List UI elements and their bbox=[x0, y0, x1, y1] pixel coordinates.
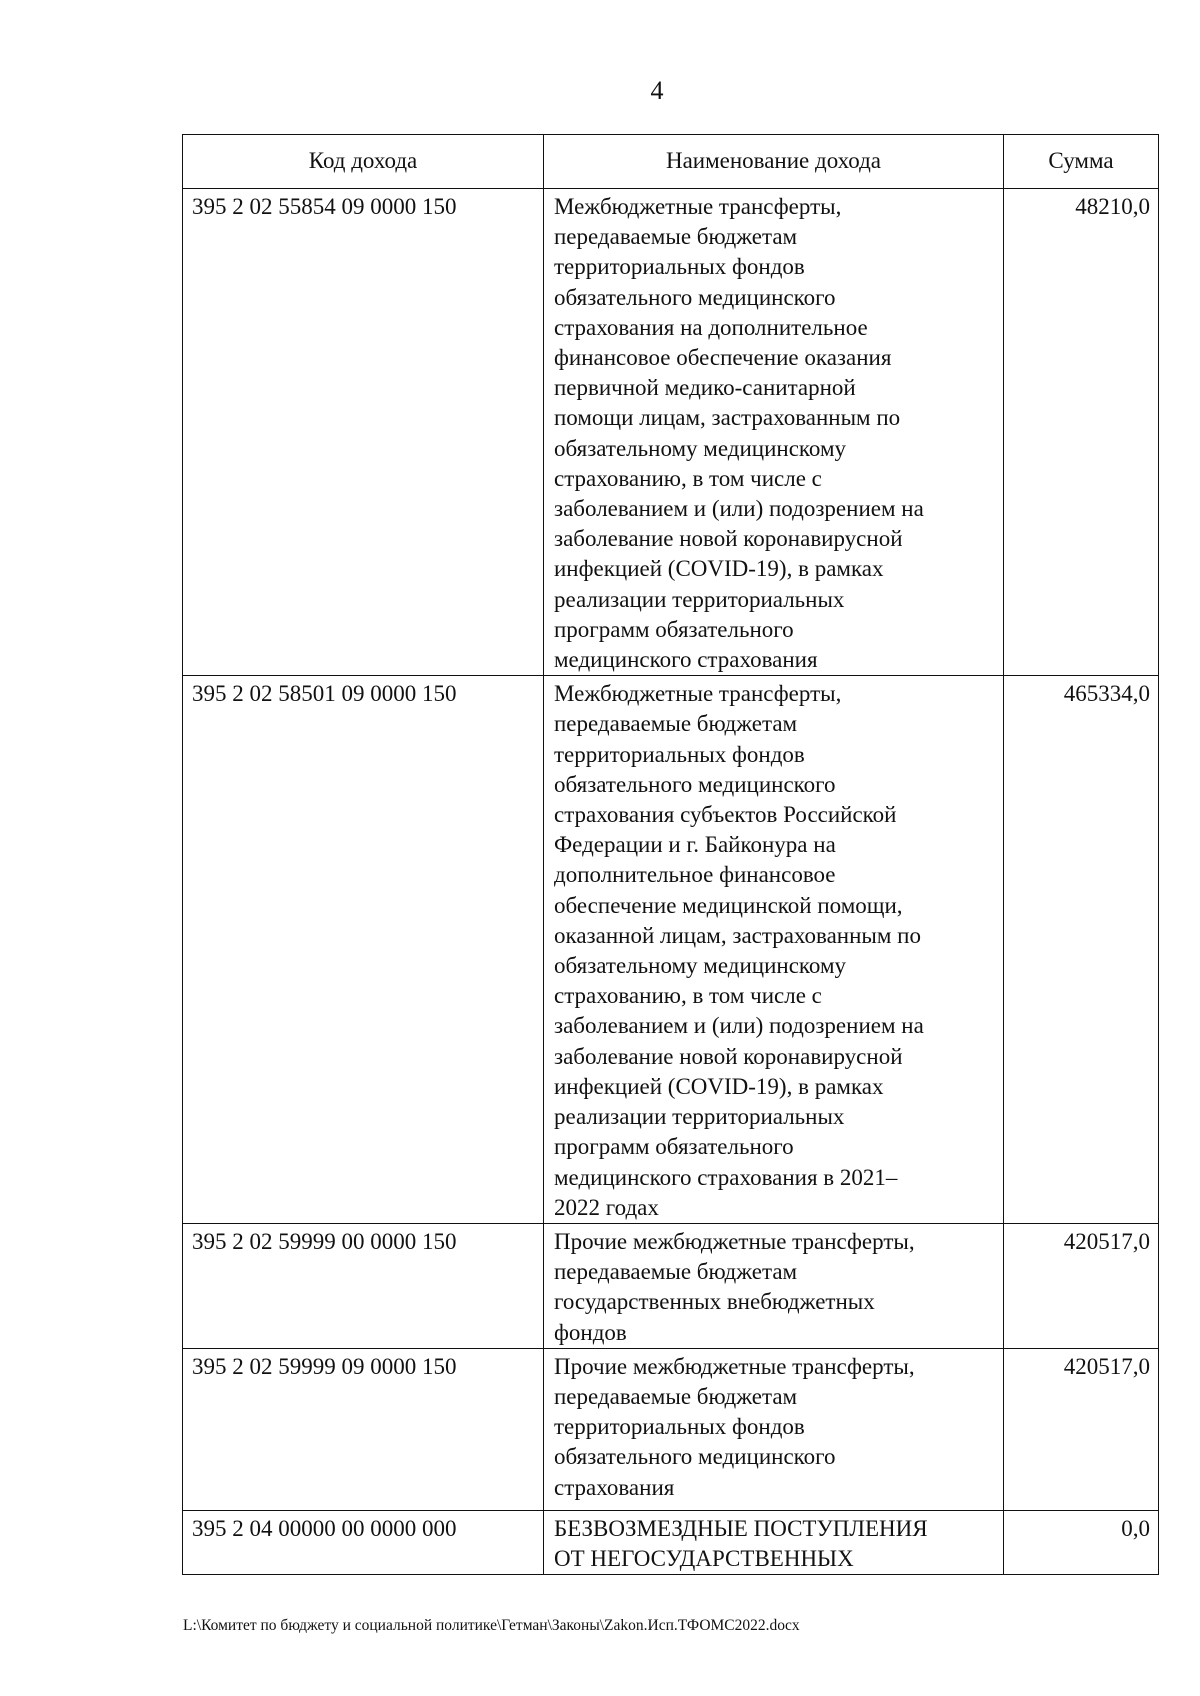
income-name-line: страхования на дополнительное bbox=[554, 314, 868, 340]
income-name-cell bbox=[544, 1510, 1004, 1574]
table-row bbox=[183, 1223, 1159, 1348]
page-number: 4 bbox=[650, 76, 664, 105]
income-name-line: первичной медико-санитарной bbox=[554, 375, 856, 401]
income-name-line: фондов bbox=[554, 1319, 627, 1345]
income-name-line: страхования bbox=[554, 1474, 675, 1500]
income-name-line: программ обязательного bbox=[554, 1134, 794, 1160]
income-name-line: обязательного медицинского bbox=[554, 771, 836, 797]
income-name-line: медицинского страхования bbox=[554, 647, 818, 673]
income-name-line: территориальных фондов bbox=[554, 254, 805, 280]
income-name-line: обеспечение медицинской помощи, bbox=[554, 892, 903, 918]
header-income-code: Код дохода bbox=[183, 135, 544, 189]
income-name-line: заболеванием и (или) подозрением на bbox=[554, 1013, 924, 1039]
income-name-cell bbox=[544, 1348, 1004, 1510]
income-name-line: медицинского страхования в 2021– bbox=[554, 1164, 898, 1190]
income-name-line: инфекцией (COVID-19), в рамках bbox=[554, 1073, 884, 1099]
income-table bbox=[182, 134, 1159, 1575]
income-name-line: обязательного медицинского bbox=[554, 1444, 836, 1470]
income-name-cell bbox=[544, 676, 1004, 1224]
income-name-line: страхованию, в том числе с bbox=[554, 465, 822, 491]
income-name-line: заболевание новой коронавирусной bbox=[554, 1043, 903, 1069]
income-name-line: Прочие межбюджетные трансферты, bbox=[554, 1353, 915, 1379]
income-name-line: ОТ НЕГОСУДАРСТВЕННЫХ bbox=[554, 1545, 854, 1571]
income-code-cell: 395 2 02 59999 00 0000 150 bbox=[183, 1223, 544, 1348]
footer-file-path: L:\Комитет по бюджету и социальной политике\Гетман\Законы\Zakon.Исп.ТФОМС2022.docx bbox=[183, 1617, 800, 1634]
amount-cell: 420517,0 bbox=[1004, 1348, 1159, 1510]
income-name-line: Межбюджетные трансферты, bbox=[554, 194, 842, 219]
income-name-line: обязательному медицинскому bbox=[554, 953, 847, 979]
income-name-line: территориальных фондов bbox=[554, 1414, 805, 1440]
income-name-line: заболеванием и (или) подозрением на bbox=[554, 496, 924, 522]
income-name-line: Федерации и г. Байконура на bbox=[554, 832, 836, 858]
income-name-line: дополнительное финансовое bbox=[554, 862, 836, 888]
table-row bbox=[183, 676, 1159, 1224]
header-amount: Сумма bbox=[1004, 135, 1159, 189]
income-code-cell: 395 2 02 58501 09 0000 150 bbox=[183, 676, 544, 1224]
income-name-cell bbox=[544, 189, 1004, 676]
income-name-line: территориальных фондов bbox=[554, 741, 805, 767]
income-name-line: помощи лицам, застрахованным по bbox=[554, 405, 901, 431]
income-name-line: программ обязательного bbox=[554, 616, 794, 642]
income-name-line: реализации территориальных bbox=[554, 586, 845, 612]
table-row bbox=[183, 189, 1159, 676]
income-name-line: передаваемые бюджетам bbox=[554, 1259, 798, 1285]
table-header-row bbox=[183, 135, 1159, 189]
income-name-line: Прочие межбюджетные трансферты, bbox=[554, 1228, 915, 1254]
income-name-line: 2022 годах bbox=[554, 1194, 659, 1220]
income-code-cell: 395 2 04 00000 00 0000 000 bbox=[183, 1510, 544, 1574]
income-name-line: инфекцией (COVID-19), в рамках bbox=[554, 556, 884, 582]
income-name-line: обязательному медицинскому bbox=[554, 435, 847, 461]
income-name-line: обязательного медицинского bbox=[554, 284, 836, 310]
income-name-line: страхования субъектов Российской bbox=[554, 802, 897, 828]
income-name-line: страхованию, в том числе с bbox=[554, 983, 822, 1009]
income-name-line: заболевание новой коронавирусной bbox=[554, 526, 903, 552]
amount-cell: 48210,0 bbox=[1004, 189, 1159, 676]
income-name-line: БЕЗВОЗМЕЗДНЫЕ ПОСТУПЛЕНИЯ bbox=[554, 1515, 928, 1541]
income-name-line: государственных внебюджетных bbox=[554, 1289, 875, 1315]
amount-cell: 420517,0 bbox=[1004, 1223, 1159, 1348]
income-code-cell: 395 2 02 55854 09 0000 150 bbox=[183, 189, 544, 676]
header-income-name: Наименование дохода bbox=[544, 135, 1004, 189]
income-name-line: реализации территориальных bbox=[554, 1104, 845, 1130]
income-name-line: Межбюджетные трансферты, bbox=[554, 681, 842, 707]
income-code-cell: 395 2 02 59999 09 0000 150 bbox=[183, 1348, 544, 1510]
amount-cell: 0,0 bbox=[1004, 1510, 1159, 1574]
income-name-line: передаваемые бюджетам bbox=[554, 1383, 798, 1409]
income-name-cell bbox=[544, 1223, 1004, 1348]
table-row bbox=[183, 1510, 1159, 1574]
table-row bbox=[183, 1348, 1159, 1510]
amount-cell: 465334,0 bbox=[1004, 676, 1159, 1224]
income-name-line: оказанной лицам, застрахованным по bbox=[554, 922, 921, 948]
income-name-line: финансовое обеспечение оказания bbox=[554, 345, 892, 371]
income-name-line: передаваемые бюджетам bbox=[554, 224, 798, 250]
income-name-line: передаваемые бюджетам bbox=[554, 711, 798, 737]
